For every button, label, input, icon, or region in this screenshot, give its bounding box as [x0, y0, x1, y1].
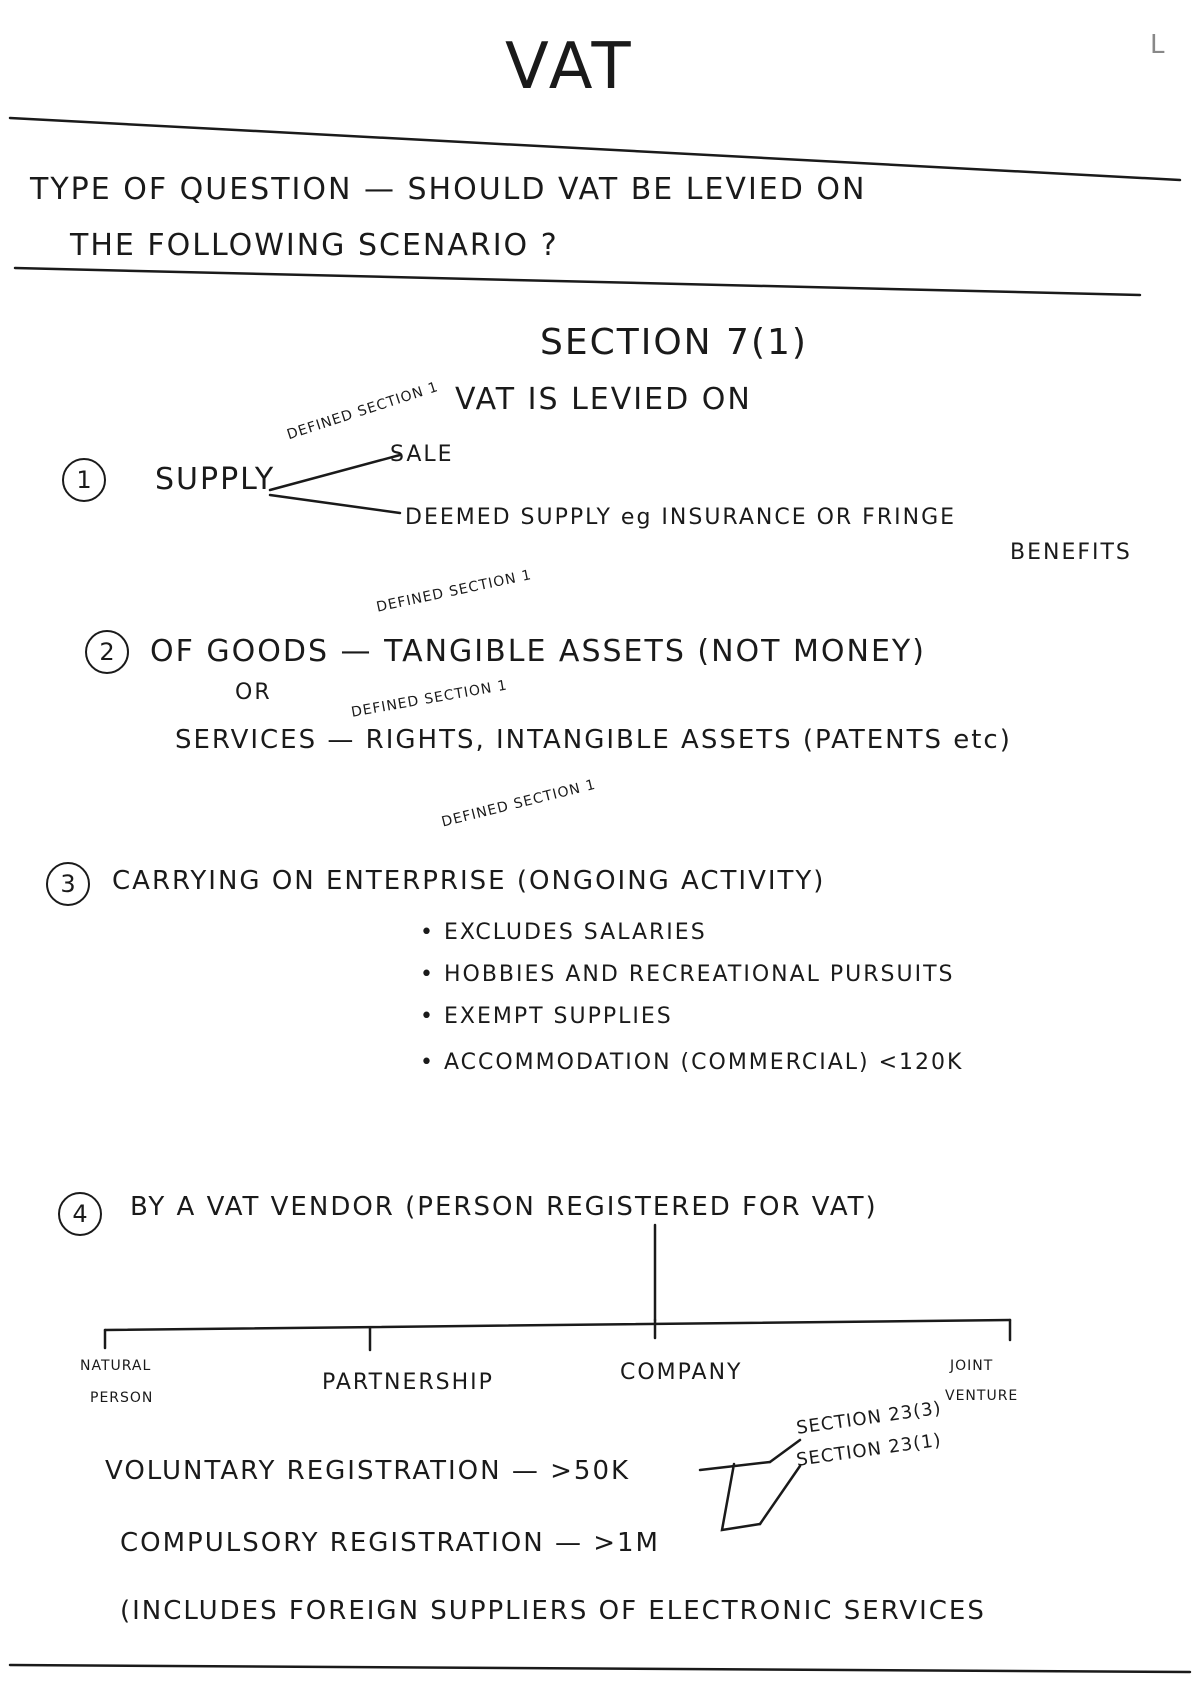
- supply-branch-sale: [270, 455, 400, 490]
- vendor-joint-venture: JOINT: [950, 1358, 994, 1374]
- compulsory-registration: COMPULSORY REGISTRATION — >1M: [120, 1528, 660, 1558]
- item-1-number: 1: [62, 458, 106, 502]
- item-1-sale: SALE: [390, 442, 454, 467]
- levied-on-line: VAT IS LEVIED ON: [455, 382, 752, 417]
- vendor-company: COMPANY: [620, 1360, 743, 1385]
- item-3-line: CARRYING ON ENTERPRISE (ONGOING ACTIVITY): [112, 866, 826, 896]
- section-pointer-b: [760, 1466, 800, 1524]
- item-3-bullet-text: ACCOMMODATION (COMMERCIAL) <120K: [443, 1050, 964, 1075]
- corner-mark: L: [1150, 30, 1167, 60]
- vendor-natural-person-2: PERSON: [90, 1390, 154, 1406]
- item-3-annotation: DEFINED SECTION 1: [440, 776, 598, 831]
- registration-bracket: [700, 1462, 770, 1530]
- item-4-number: 4: [58, 1192, 102, 1236]
- supply-branch-deemed: [270, 495, 400, 513]
- vendor-branch-bar: [105, 1320, 1010, 1330]
- vendor-joint-venture-2: VENTURE: [945, 1388, 1019, 1404]
- item-3-bullet: • HOBBIES AND RECREATIONAL PURSUITS: [420, 962, 955, 987]
- item-1-deemed-benefits: BENEFITS: [1010, 540, 1132, 565]
- item-1-supply: SUPPLY: [155, 462, 276, 497]
- item-2-goods-annotation: DEFINED SECTION 1: [375, 567, 534, 616]
- item-3-bullet-text: EXEMPT SUPPLIES: [443, 1004, 673, 1029]
- item-4-line: BY A VAT VENDOR (PERSON REGISTERED FOR VAT): [130, 1192, 878, 1222]
- item-2-goods-line: OF GOODS — TANGIBLE ASSETS (NOT MONEY): [150, 634, 926, 669]
- section-23-3: SECTION 23(3): [795, 1397, 943, 1439]
- includes-foreign-suppliers: (INCLUDES FOREIGN SUPPLIERS OF ELECTRONIC SERVICES: [120, 1596, 986, 1626]
- section-23-1: SECTION 23(1): [795, 1429, 943, 1471]
- vendor-natural-person: NATURAL: [80, 1358, 152, 1374]
- item-2-or: OR: [235, 680, 272, 705]
- vendor-partnership: PARTNERSHIP: [322, 1370, 494, 1395]
- item-2-services-line: SERVICES — RIGHTS, INTANGIBLE ASSETS (PATENTS etc): [175, 725, 1012, 755]
- section-heading: SECTION 7(1): [540, 322, 808, 363]
- item-3-bullet-text: EXCLUDES SALARIES: [443, 920, 707, 945]
- item-1-deemed: DEEMED SUPPLY eg INSURANCE OR FRINGE: [405, 505, 957, 530]
- item-3-bullet: • EXCLUDES SALARIES: [420, 920, 707, 945]
- item-2-number: 2: [85, 630, 129, 674]
- question-underline: [15, 268, 1140, 295]
- voluntary-registration: VOLUNTARY REGISTRATION — >50K: [105, 1456, 631, 1486]
- bottom-rule: [10, 1665, 1190, 1672]
- item-3-bullet-text: HOBBIES AND RECREATIONAL PURSUITS: [443, 962, 955, 987]
- page-title: VAT: [505, 30, 635, 104]
- item-1-annotation: DEFINED SECTION 1: [285, 379, 441, 444]
- item-2-services-annotation: DEFINED SECTION 1: [350, 677, 509, 721]
- question-line-2: THE FOLLOWING SCENARIO ?: [70, 228, 559, 263]
- item-3-bullet: • EXEMPT SUPPLIES: [420, 1004, 673, 1029]
- item-3-bullet: • ACCOMMODATION (COMMERCIAL) <120K: [420, 1050, 964, 1075]
- title-underline: [10, 118, 1180, 180]
- item-3-number: 3: [46, 862, 90, 906]
- question-line-1: TYPE OF QUESTION — SHOULD VAT BE LEVIED ON: [30, 172, 867, 207]
